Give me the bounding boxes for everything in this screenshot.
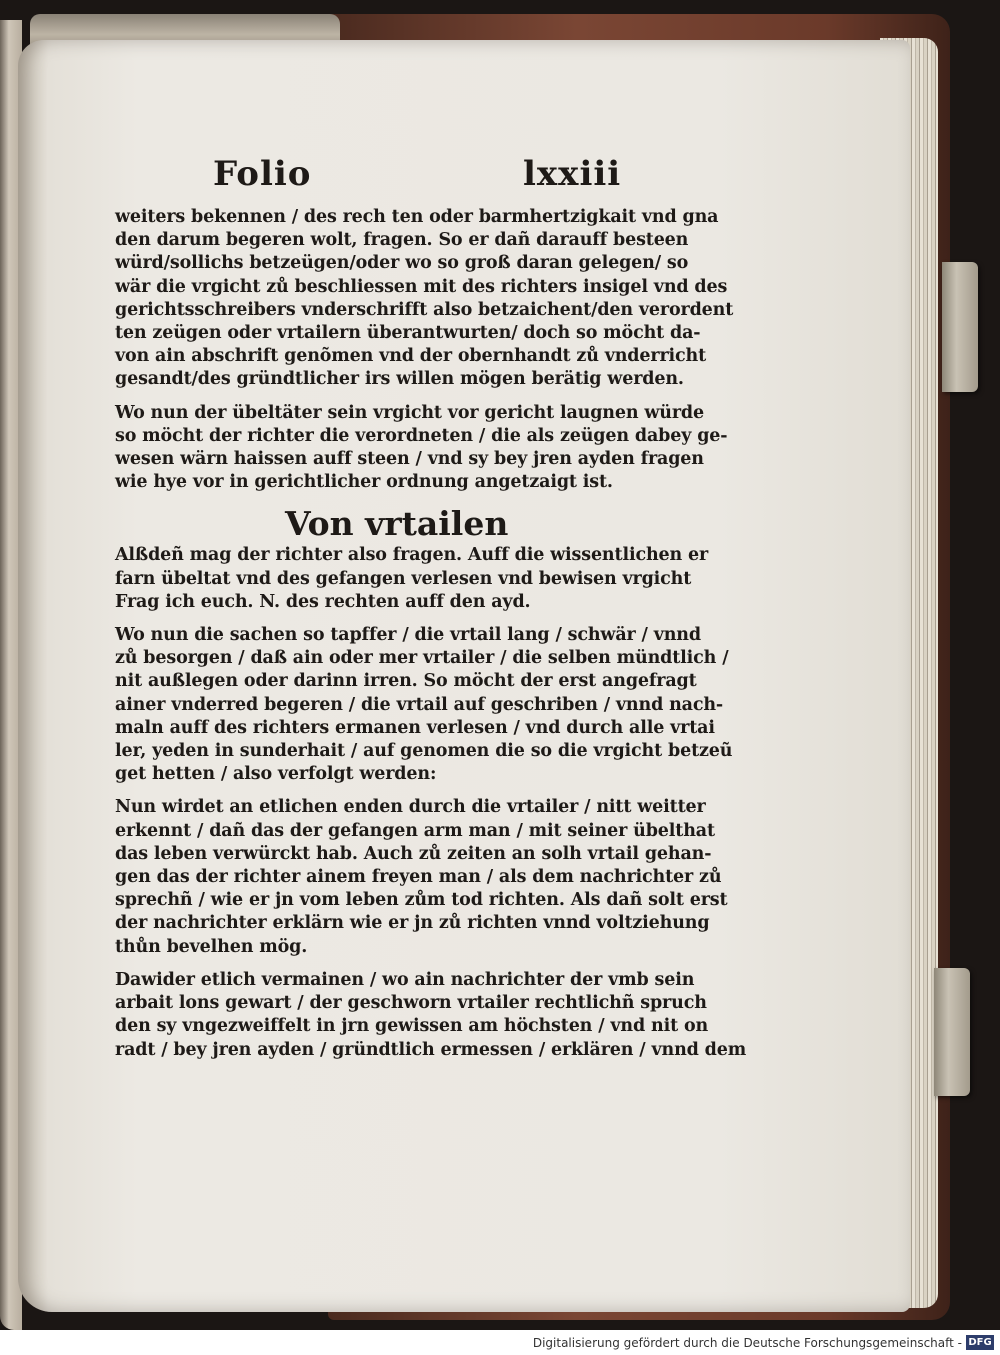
text-line: gerichtsschreibers vnderschrifft also betzaichent/den verordent [115, 299, 734, 320]
text-line: Nun wirdet an etlichen enden durch die vrtailer / nitt weitter [115, 797, 706, 818]
text-line: gen das der richter ainem freyen man / als dem nachrichter zů [115, 867, 722, 888]
text-line: erkennt / dañ das der gefangen arm man / mit seiner übelthat [115, 820, 715, 841]
paragraph [115, 206, 734, 392]
paragraph [115, 796, 728, 958]
paragraph [115, 402, 728, 495]
text-line: Alßdeñ mag der richter also fragen. Auff die wissentlichen er [115, 545, 709, 566]
text-line: so möcht der richter die verordneten / die als zeügen dabey ge- [115, 425, 728, 446]
text-line: sprechñ / wie er jn vom leben zům tod richten. Als dañ solt erst [115, 890, 728, 911]
text-line: wesen wärn haissen auff steen / vnd sy bey jren ayden fragen [115, 449, 704, 470]
text-line: würd/sollichs betzeügen/oder wo so groß daran gelegen/ so [115, 253, 689, 274]
text-line: von ain abschrift genõmen vnd der obernhandt zů vnderricht [115, 346, 707, 367]
text-line: thůn bevelhen mög. [115, 936, 308, 957]
section-heading: Von vrtailen [285, 504, 509, 544]
footer [0, 1330, 1000, 1355]
text-line: den sy vngezweiffelt in jrn gewissen am höchsten / vnd nit on [115, 1016, 709, 1037]
text-line: den darum begeren wolt, fragen. So er dañ darauff besteen [115, 230, 689, 251]
funding-credit: Digitalisierung gefördert durch die Deutsche Forschungsgemeinschaft - [532, 1336, 962, 1350]
text-line: get hetten / also verfolgt werden: [115, 764, 437, 785]
paragraph [115, 969, 747, 1062]
text-line: der nachrichter erklärn wie er jn zů richten vnnd voltziehung [115, 913, 710, 934]
text-line: Wo nun der übeltäter sein vrgicht vor gericht laugnen würde [115, 402, 705, 423]
paper-tab-upper [942, 262, 978, 392]
text-line: Wo nun die sachen so tapffer / die vrtail lang / schwär / vnnd [115, 625, 701, 646]
page-header [115, 150, 650, 206]
text-line: maln auff des richters ermanen verlesen / vnd durch alle vrtai [115, 717, 715, 738]
book-page [18, 40, 910, 1312]
paragraph [115, 544, 709, 614]
text-line: wie hye vor in gerichtlicher ordnung angetzaigt ist. [115, 472, 613, 493]
text-line: nit außlegen oder darinn irren. So möcht der erst angefragt [115, 671, 697, 692]
text-line: ten zeügen oder vrtailern überantwurten/ doch so möcht da- [115, 323, 701, 344]
text-line: ainer vnderred begeren / die vrtail auf geschriben / vnnd nach- [115, 694, 724, 715]
text-line: Dawider etlich vermainen / wo ain nachrichter der vmb sein [115, 969, 695, 990]
text-line: ler, yeden in sunderhait / auf genomen die so die vrgicht betzeũ [115, 741, 733, 762]
text-line: gesandt/des gründtlicher irs willen mögen berätig werden. [115, 369, 684, 390]
text-line: das leben verwürckt hab. Auch zů zeiten an solh vrtail gehan- [115, 843, 712, 864]
dfg-logo: DFG [966, 1335, 994, 1350]
text-line: Frag ich euch. N. des rechten auff den ayd. [115, 591, 531, 612]
text-line: weiters bekennen / des rech ten oder barmhertzigkait vnd gna [115, 207, 719, 227]
text-line: arbait lons gewart / der geschworn vrtailer rechtlichñ spruch [115, 993, 707, 1014]
folio-label: Folio [213, 154, 312, 194]
text-line: zů besorgen / daß ain oder mer vrtailer / die selben mündtlich / [115, 648, 729, 669]
folio-number: lxxiii [523, 154, 622, 194]
paragraphs-group-2 [115, 544, 747, 1061]
text-line: farn übeltat vnd des gefangen verlesen vnd bewisen vrgicht [115, 568, 692, 589]
text-line: wär die vrgicht zů beschliessen mit des richters insigel vnd des [115, 276, 728, 297]
paragraphs-group-1 [115, 206, 734, 494]
paper-tab-lower [934, 968, 970, 1096]
text-line: radt / bey jren ayden / gründtlich ermessen / erklären / vnnd dem [115, 1039, 747, 1060]
paragraph [115, 624, 733, 786]
page-text [115, 150, 747, 1072]
